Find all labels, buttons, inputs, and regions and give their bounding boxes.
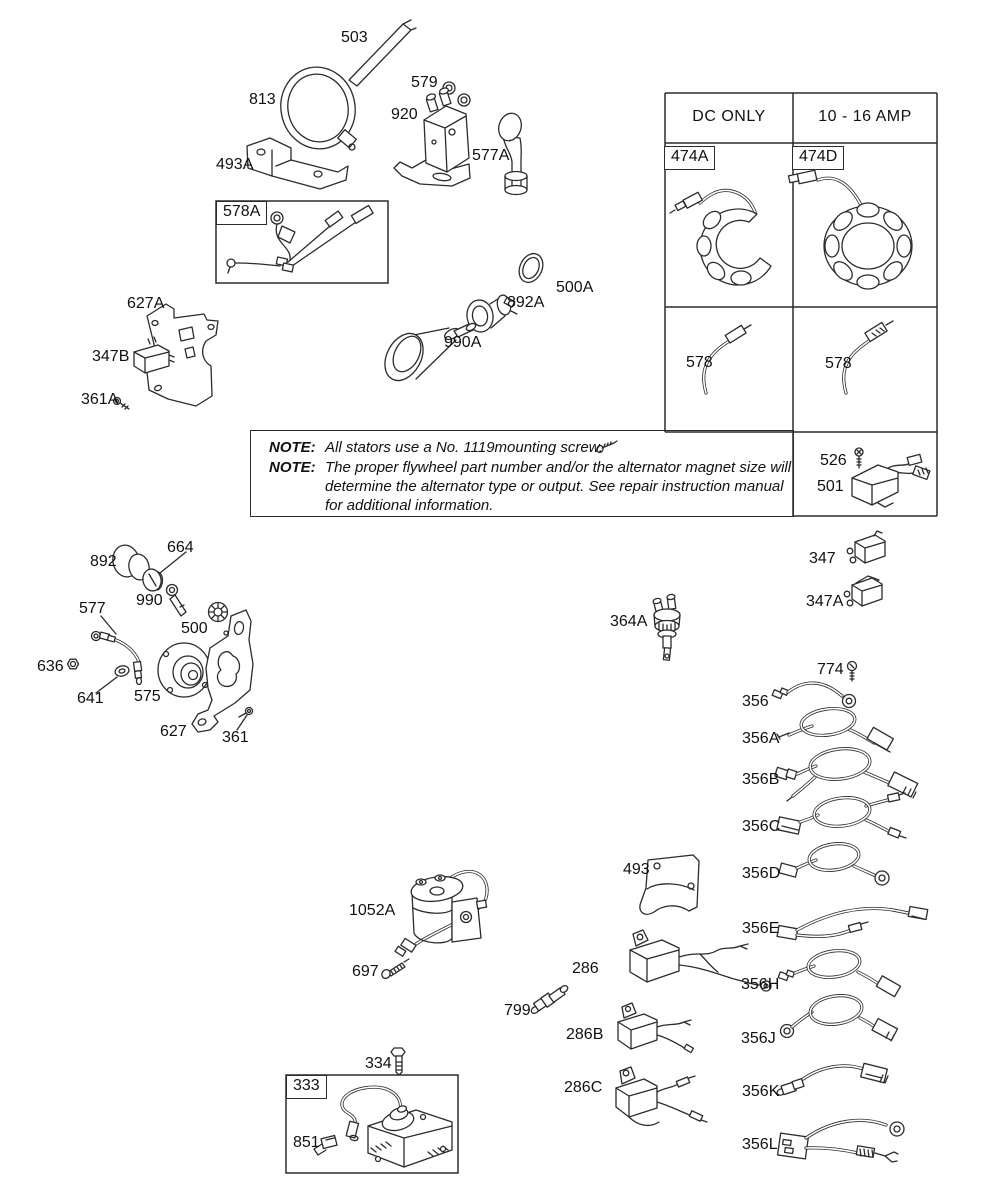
part-label-347B: 347B [92,348,130,365]
part-label-356L: 356L [742,1136,778,1153]
part-label-347: 347 [809,550,836,567]
part-356D-drawing [779,841,889,885]
part-label-356C: 356C [742,818,781,835]
part-356C-drawing [777,793,906,838]
part-label-799: 799 [504,1002,531,1019]
part-label-664: 664 [167,539,194,556]
part-641-drawing [114,664,130,677]
part-356A-drawing [777,705,893,752]
part-label-356B: 356B [742,771,780,788]
part-label-577: 577 [79,600,106,617]
part-label-286C: 286C [564,1079,603,1096]
part-label-361A: 361A [81,391,119,408]
note-1-label: NOTE: [269,439,316,456]
part-label-774: 774 [817,661,844,678]
part-label-286: 286 [572,960,599,977]
part-799-drawing [530,984,569,1015]
part-356-drawing [772,683,855,707]
part-347A-drawing [844,576,882,606]
part-label-697: 697 [352,963,379,980]
part-label-579: 579 [411,74,438,91]
part-label-333: 333 [286,1075,327,1099]
part-label-813: 813 [249,91,276,108]
table-header-10-16-amp: 10 - 16 AMP [818,108,912,125]
part-label-500: 500 [181,620,208,637]
part-label-356A: 356A [742,730,780,747]
part-label-356E: 356E [742,920,780,937]
part-334-drawing [391,1048,405,1075]
part-286C-drawing [616,1067,707,1125]
part-501-drawing [852,454,930,507]
note-2 [269,458,793,515]
part-label-356K: 356K [742,1083,780,1100]
part-label-500A: 500A [556,279,594,296]
part-636-drawing [68,659,79,669]
part-286B-drawing [618,1003,693,1053]
part-label-575: 575 [134,688,161,705]
part-label-347A: 347A [806,593,844,610]
part-526-drawing [855,448,863,468]
part-label-920: 920 [391,106,418,123]
part-label-990: 990 [136,592,163,609]
note-2-label: NOTE: [269,459,316,476]
part-364A-drawing [652,594,680,660]
part-label-577A: 577A [472,147,510,164]
table-header-dc-only: DC ONLY [692,108,766,125]
part-label-990A: 990A [444,334,482,351]
part-356L-drawing [778,1120,904,1162]
part-500-drawing [209,603,228,622]
part-label-334: 334 [365,1055,392,1072]
part-label-851: 851 [293,1134,320,1151]
part-label-361: 361 [222,729,249,746]
note-2-text: The proper flywheel part number and/or the alternator magnet size will determine the alternator type or output. See repair instruction manual for additional information. [325,459,792,514]
part-label-493A: 493A [216,156,254,173]
part-label-364A: 364A [610,613,648,630]
part-label-356D: 356D [742,865,781,882]
part-347-drawing [847,531,885,563]
part-356E-drawing [777,907,928,940]
part-label-474A: 474A [664,146,715,170]
part-label-356H: 356H [741,976,780,993]
part-774-drawing [848,662,857,682]
part-label-474D: 474D [792,146,844,170]
part-label-892A: 892A [507,294,545,311]
part-697-drawing [380,959,409,980]
part-label-578-amp: 578 [825,355,852,372]
part-500A-drawing [515,250,548,286]
note-1-text: All stators use a No. 1119mounting screw. [325,439,603,456]
note-1 [269,438,793,457]
part-356J-drawing [781,993,898,1041]
part-label-286B: 286B [566,1026,604,1043]
part-label-578A: 578A [216,201,267,225]
part-label-493: 493 [623,861,650,878]
part-1052A-drawing [395,871,487,956]
part-474D-drawing [788,170,912,289]
part-label-892: 892 [90,553,117,570]
part-label-641: 641 [77,690,104,707]
part-356K-drawing [776,1063,888,1096]
part-label-578-dc: 578 [686,354,713,371]
part-990-drawing [167,585,187,617]
part-label-636: 636 [37,658,64,675]
part-label-1052A: 1052A [349,902,396,919]
part-label-503: 503 [341,29,368,46]
part-990A-drawing [377,322,477,387]
part-575-drawing [158,643,210,697]
part-474A-drawing [670,190,771,285]
part-label-526: 526 [820,452,847,469]
part-361-drawing [239,708,253,718]
note-box [250,430,794,517]
part-label-627: 627 [160,723,187,740]
part-label-356: 356 [742,693,769,710]
part-356H-drawing [778,948,900,997]
part-label-627A: 627A [127,295,165,312]
part-label-501: 501 [817,478,844,495]
part-label-356J: 356J [741,1030,776,1047]
part-813-drawing [273,60,362,156]
